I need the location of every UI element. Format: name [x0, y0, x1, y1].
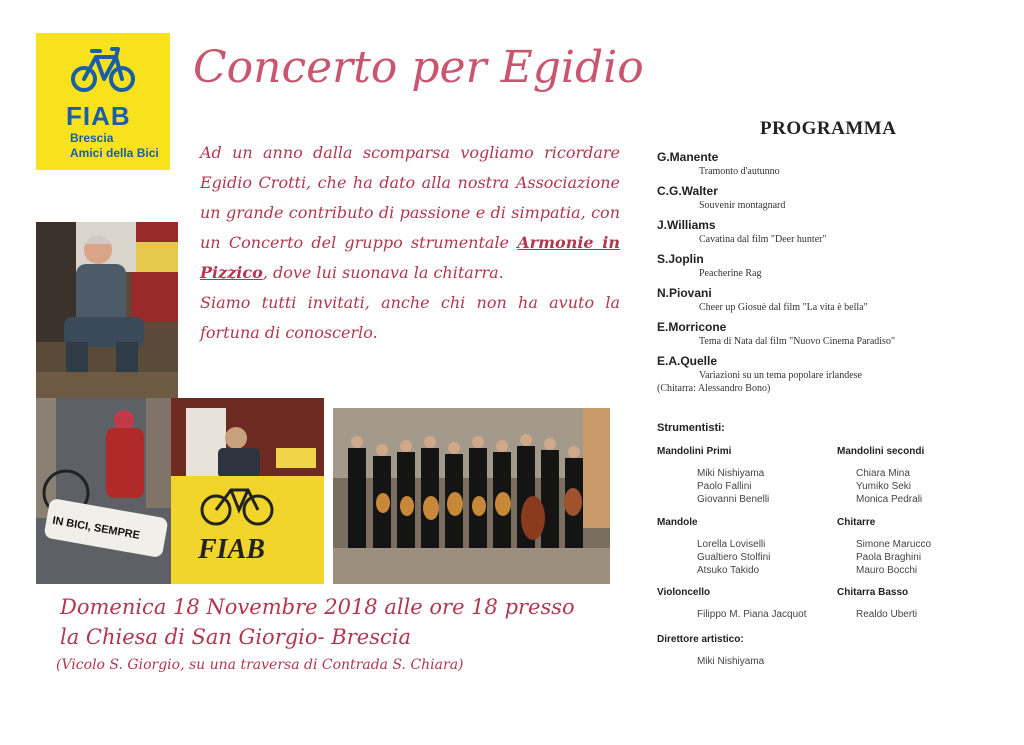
composer: C.G.Walter — [657, 184, 718, 198]
player: Miki Nishiyama — [697, 656, 765, 667]
player: Miki Nishiyama — [697, 468, 765, 479]
players-chitarre — [856, 538, 931, 577]
player: Paola Braghini — [856, 552, 922, 563]
logo-city: Brescia — [70, 131, 114, 145]
section-mandole: Mandole — [657, 517, 698, 528]
event-details — [56, 592, 575, 678]
player: Monica Pedrali — [856, 494, 923, 505]
section-chitarra-basso: Chitarra Basso — [837, 587, 909, 598]
event-date: Domenica 18 Novembre 2018 alle ore 18 presso — [60, 595, 575, 619]
event-place: la Chiesa di San Giorgio- Brescia — [60, 625, 411, 649]
banner-text: FIAB — [198, 534, 265, 565]
photo-fiab-stand — [36, 398, 324, 584]
musicians-title: Strumentisti: — [657, 422, 725, 434]
player: Mauro Bocchi — [856, 565, 918, 576]
intro-part-2: , dove lui suonava la chitarra. — [262, 263, 504, 282]
programme-item — [657, 286, 997, 315]
work: Tema di Nata dal film "Nuovo Cinema Paradiso" — [699, 336, 896, 347]
intro-part-1: Ad un anno dalla scomparsa vogliamo ricordare Egidio Crotti, che ha dato alla nostra Associazione un grande contributo di passione e di simpatia, con un Concerto del gruppo strumentale — [200, 143, 620, 252]
players-mandolini-primi — [697, 467, 769, 506]
event-address: (Vicolo S. Giorgio, su una traversa di Contrada S. Chiara) — [56, 657, 464, 673]
fiab-logo — [36, 33, 170, 170]
composer: G.Manente — [657, 150, 719, 164]
section-violoncello: Violoncello — [657, 587, 711, 598]
player: Yumiko Seki — [856, 481, 912, 492]
programme-item — [657, 150, 997, 179]
player: Lorella Loviselli — [697, 539, 766, 550]
composer: E.A.Quelle — [657, 354, 718, 368]
work: Cavatina dal film "Deer hunter" — [699, 234, 827, 245]
section-direttore: Direttore artistico: — [657, 634, 744, 645]
player: Chiara Mina — [856, 468, 910, 479]
work: Peacherine Rag — [699, 268, 762, 279]
logo-name: FIAB — [66, 101, 131, 131]
work: Variazioni su un tema popolare irlandese — [699, 370, 862, 381]
logo-tagline: Amici della Bici — [70, 146, 159, 160]
player: Atsuko Takido — [697, 565, 760, 576]
player: Giovanni Benelli — [697, 494, 770, 505]
players-mandole — [697, 538, 770, 577]
composer: S.Joplin — [657, 252, 704, 266]
programme-item — [657, 184, 997, 213]
sign-text: IN BICI, SEMPRE — [51, 514, 141, 542]
programme-title: PROGRAMMA — [760, 118, 897, 139]
programme-item — [657, 320, 997, 349]
ensemble-name: Armonie in Pizzico — [200, 233, 620, 282]
work: Souvenir montagnard — [699, 200, 786, 211]
programme-list — [657, 150, 997, 400]
player: Simone Marucco — [856, 539, 932, 550]
section-mandolini-primi: Mandolini Primi — [657, 446, 732, 457]
player: Realdo Uberti — [856, 609, 918, 620]
players-direttore — [697, 655, 764, 668]
composer: N.Piovani — [657, 286, 712, 300]
section-chitarre: Chitarre — [837, 517, 876, 528]
photo-ensemble — [333, 408, 610, 584]
player: Paolo Fallini — [697, 481, 752, 492]
programme-item — [657, 354, 997, 395]
bicycle-icon — [70, 43, 136, 97]
players-chitarra-basso — [856, 608, 917, 621]
section-mandolini-secondi: Mandolini secondi — [837, 446, 925, 457]
programme-item — [657, 252, 997, 281]
player: Gualtiero Stolfini — [697, 552, 771, 563]
intro-text — [200, 138, 620, 348]
players-violoncello — [697, 608, 807, 621]
intro-invite: Siamo tutti invitati, anche chi non ha avuto la fortuna di conoscerlo. — [200, 293, 620, 342]
intro-paragraph — [200, 138, 620, 288]
work: Cheer up Giosuè dal film "La vita è bella" — [699, 302, 868, 313]
programme-item — [657, 218, 997, 247]
players-mandolini-secondi — [856, 467, 922, 506]
programme-note: (Chitarra: Alessandro Bono) — [657, 383, 771, 394]
composer: E.Morricone — [657, 320, 727, 334]
composer: J.Williams — [657, 218, 716, 232]
photo-egidio — [36, 222, 178, 398]
player: Filippo M. Piana Jacquot — [697, 609, 807, 620]
work: Tramonto d'autunno — [699, 166, 780, 177]
page-title: Concerto per Egidio — [193, 42, 644, 93]
